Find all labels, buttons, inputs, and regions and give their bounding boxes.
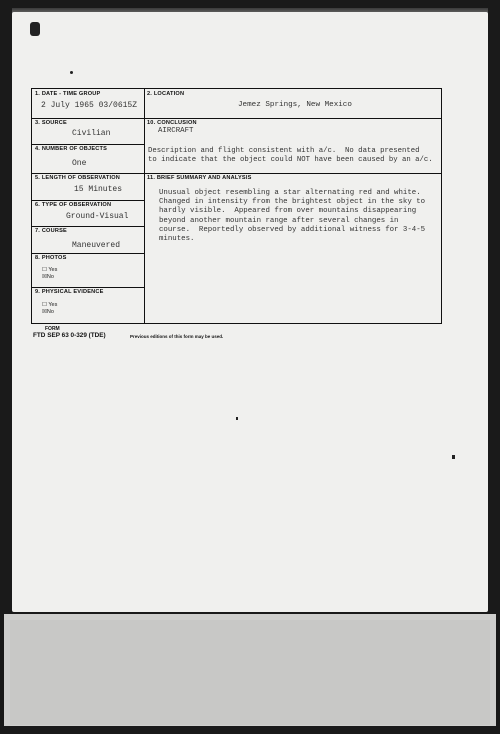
photos-yes-checkbox: ☐ Yes	[42, 267, 58, 273]
source-value: Civilian	[72, 129, 111, 138]
source-cell	[32, 118, 144, 145]
project-record-card	[31, 88, 442, 324]
location-label: 2. LOCATION	[147, 91, 185, 97]
summary-cell	[144, 173, 441, 323]
conclusion-label: 10. CONCLUSION	[147, 120, 197, 126]
physical-evidence-yes-checkbox: ☐ Yes	[42, 302, 58, 308]
date-time-group-label: 1. DATE - TIME GROUP	[35, 91, 101, 97]
number-of-objects-value: One	[72, 159, 87, 168]
length-of-observation-value: 15 Minutes	[74, 185, 123, 194]
course-label: 7. COURSE	[35, 228, 67, 234]
scan-mark	[30, 22, 40, 36]
course-value: Maneuvered	[72, 241, 121, 250]
type-of-observation-value: Ground-Visual	[66, 212, 129, 221]
number-of-objects-cell	[32, 144, 144, 174]
source-label: 3. SOURCE	[35, 120, 67, 126]
summary-label: 11. BRIEF SUMMARY AND ANALYSIS	[147, 175, 252, 181]
scan-dot	[452, 455, 455, 459]
physical-evidence-label: 9. PHYSICAL EVIDENCE	[35, 289, 104, 295]
right-column	[144, 89, 441, 323]
backing-plate-inner	[10, 620, 490, 725]
photos-no-checkbox: ☒No	[42, 274, 54, 280]
summary-text: Unusual object resembling a star alternating red and white. Changed in intensity from the brightest object in the sky to hardly visible. Appeared from over mountains disappearing beyond another mountain range after several changes in course. Reportedly observed by additional witness for 3-4-5 minutes.	[159, 189, 426, 244]
physical-evidence-no-checkbox: ☒No	[42, 309, 54, 315]
date-time-group-cell	[32, 89, 144, 119]
conclusion-detail-text: Description and flight consistent with a/c. No data presented to indicate that the object could NOT have been caused by an a/c.	[148, 147, 433, 164]
form-code: FTD SEP 63 0-329 (TDE)	[33, 332, 106, 339]
conclusion-value: AIRCRAFT	[158, 127, 194, 135]
photos-label: 8. PHOTOS	[35, 255, 67, 261]
left-column	[32, 89, 145, 323]
length-of-observation-cell	[32, 173, 144, 201]
date-time-group-value: 2 July 1965 03/0615Z	[41, 101, 138, 110]
form-edition-note: Previous editions of this form may be used.	[130, 334, 224, 339]
length-of-observation-label: 5. LENGTH OF OBSERVATION	[35, 175, 120, 181]
course-cell	[32, 226, 144, 254]
conclusion-cell	[144, 118, 441, 144]
scan-dot	[70, 71, 73, 74]
conclusion-detail-cell	[144, 144, 441, 174]
type-of-observation-cell	[32, 200, 144, 227]
type-of-observation-label: 6. TYPE OF OBSERVATION	[35, 202, 112, 208]
location-value: Jemez Springs, New Mexico	[238, 101, 352, 109]
number-of-objects-label: 4. NUMBER OF OBJECTS	[35, 146, 108, 152]
scan-dot	[236, 417, 238, 420]
form-word: FORM	[45, 326, 60, 332]
physical-evidence-cell	[32, 287, 144, 323]
location-cell	[144, 89, 441, 119]
photos-cell	[32, 253, 144, 288]
